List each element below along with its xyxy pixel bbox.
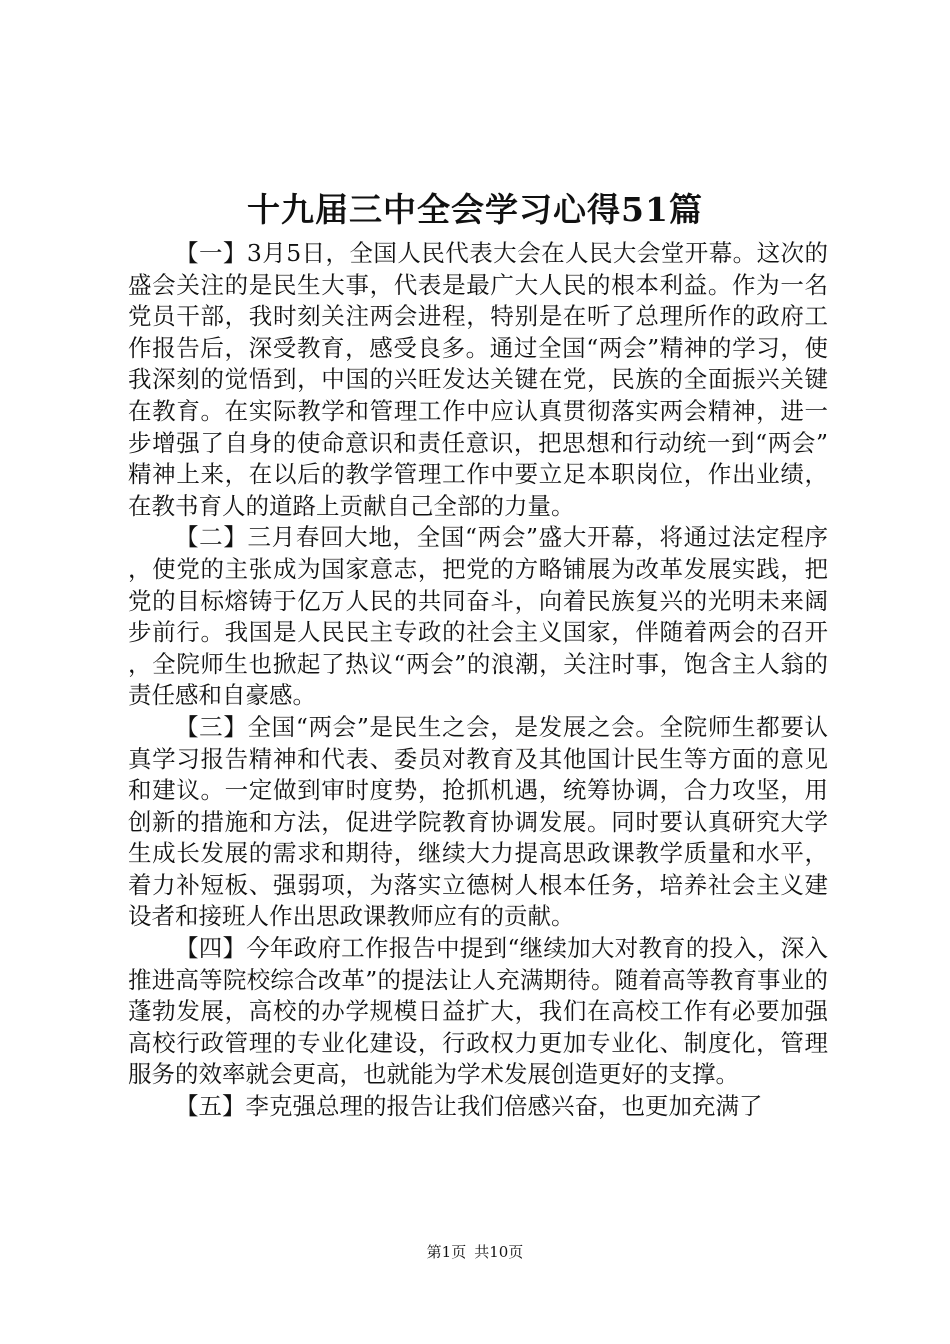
paragraph-3: 【三】全国“两会”是民生之会，是发展之会。全院师生都要认真学习报告精神和代表、委员对教育及其他国计民生等方面的意见和建议。一定做到审时度势，抢抓机遇，统筹协调，合力攻坚，用创新的措施和方法，促进学院教育协调发展。同时要认真研究大学生成长发展的需求和期待，继续大力提高思政课教学质量和水平，着力补短板、强弱项，为落实立德树人根本任务，培养社会主义建设者和接班人作出思政课教师应有的贡献。 bbox=[128, 712, 828, 931]
document-body bbox=[128, 238, 828, 1123]
paragraph-5: 【五】李克强总理的报告让我们倍感兴奋，也更加充满了 bbox=[175, 1092, 763, 1121]
page-footer bbox=[0, 1242, 950, 1262]
paragraph-2: 【二】三月春回大地，全国“两会”盛大开幕，将通过法定程序，使党的主张成为国家意志，把党的方略铺展为改革发展实践，把党的目标熔铸于亿万人民的共同奋斗，向着民族复兴的光明未来阔步前行。我国是人民民主专政的社会主义国家，伴随着两会的召开，全院师生也掀起了热议“两会”的浪潮，关注时事，饱含主人翁的责任感和自豪感。 bbox=[128, 523, 828, 710]
page-number: 第1页 bbox=[426, 1243, 467, 1261]
paragraph-1: 【一】3月5日，全国人民代表大会在人民大会堂开幕。这次的盛会关注的是民生大事，代表是最广大人民的根本利益。作为一名党员干部，我时刻关注两会进程，特别是在听了总理所作的政府工作报告后，深受教育，感受良多。通过全国“两会”精神的学习，使我深刻的觉悟到，中国的兴旺发达关键在党，民族的全面振兴关键在教育。在实际教学和管理工作中应认真贯彻落实两会精神，进一步增强了自身的使命意识和责任意识，把思想和行动统一到“两会”精神上来，在以后的教学管理工作中要立足本职岗位，作出业绩，在教书育人的道路上贡献自己全部的力量。 bbox=[128, 239, 828, 520]
page-total: 共10页 bbox=[474, 1243, 524, 1261]
paragraph-4: 【四】今年政府工作报告中提到“继续加大对教育的投入，深入推进高等院校综合改革”的提法让人充满期待。随着高等教育事业的蓬勃发展，高校的办学规模日益扩大，我们在高校工作有必要加强高校行政管理的专业化建设，行政权力更加专业化、制度化，管理服务的效率就会更高，也就能为学术发展创造更好的支撑。 bbox=[128, 934, 828, 1089]
document-title: 十九届三中全会学习心得51篇 bbox=[247, 190, 703, 229]
